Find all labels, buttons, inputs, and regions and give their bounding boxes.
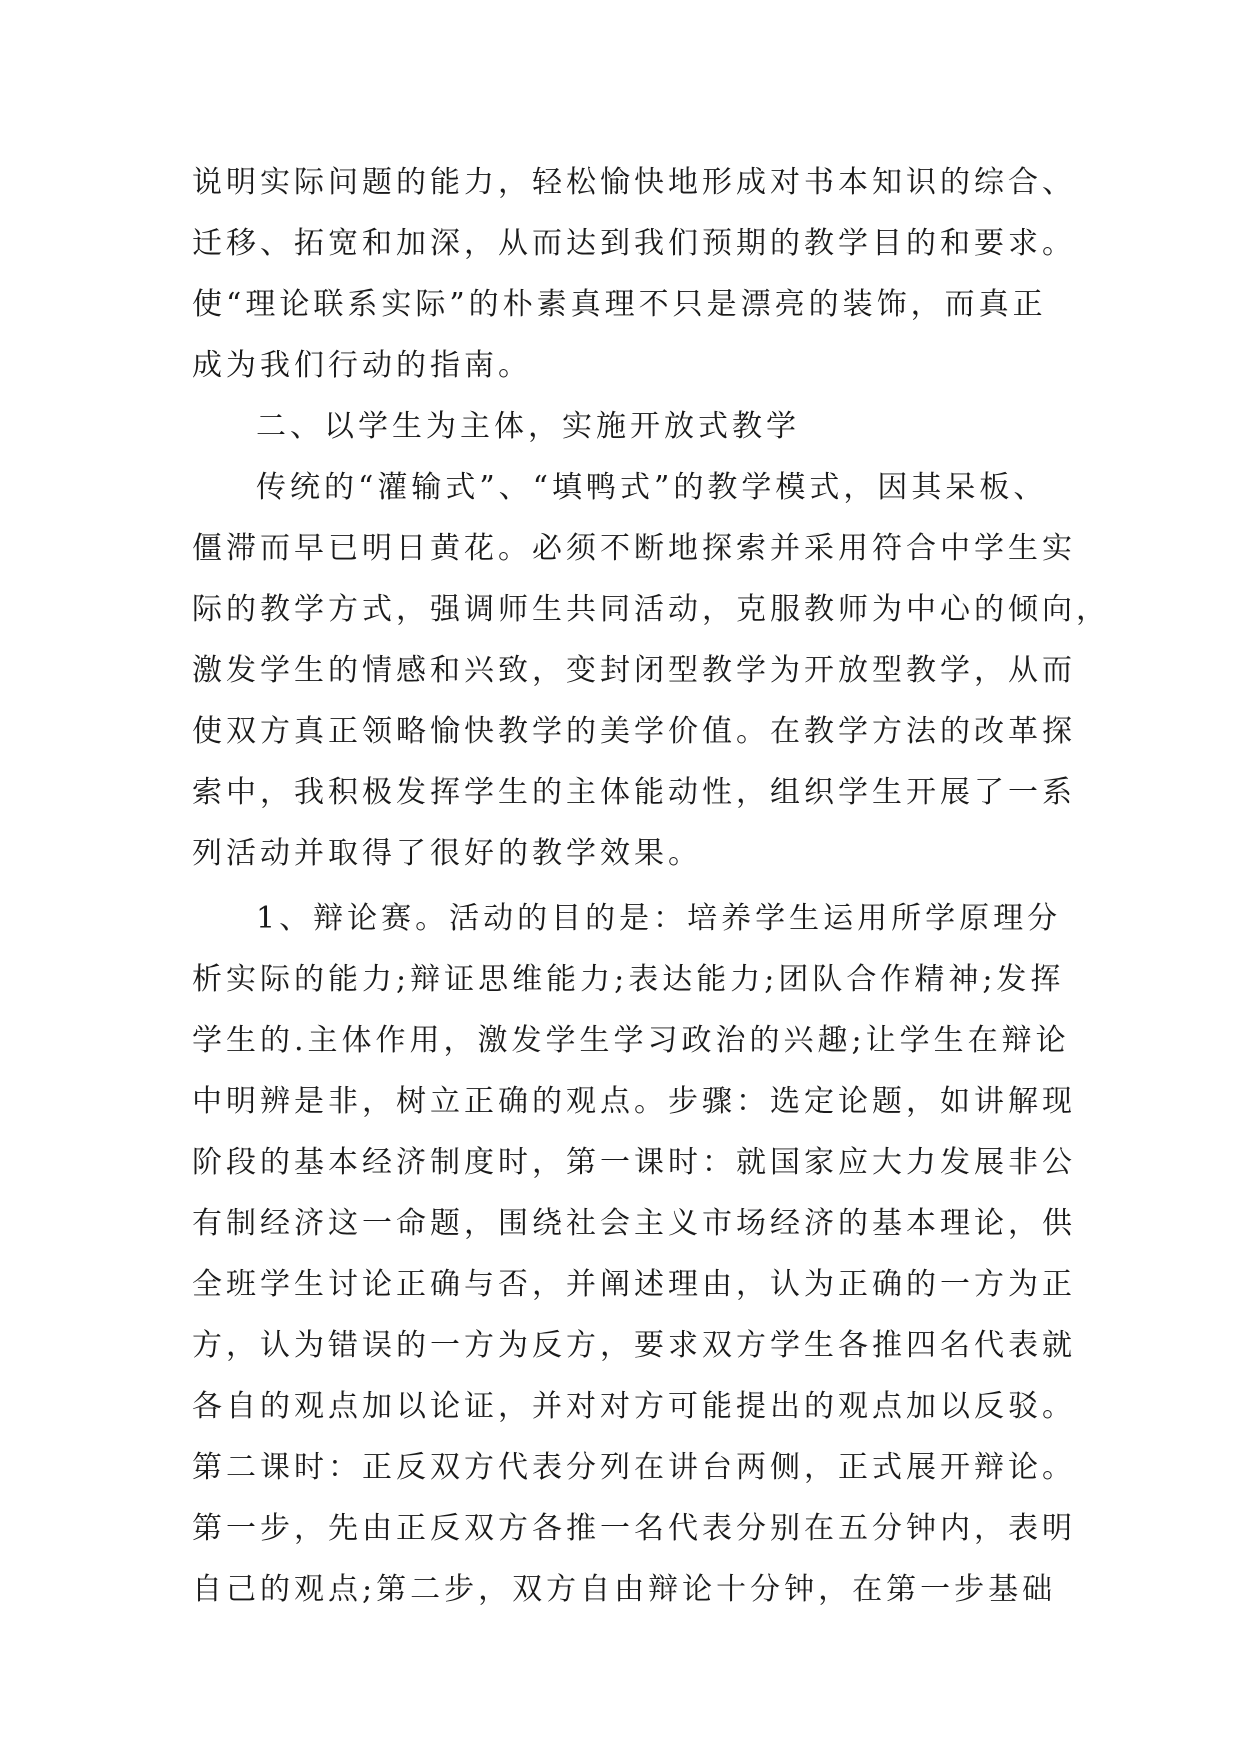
text-line: 索中，我积极发挥学生的主体能动性，组织学生开展了一系 <box>192 775 1076 810</box>
text-line: 说明实际问题的能力，轻松愉快地形成对书本知识的综合、 <box>192 165 1076 200</box>
text-line: 传统的“灌输式”、“填鸭式”的教学模式，因其呆板、 <box>256 470 1048 505</box>
document-body <box>192 152 1110 1620</box>
text-line: 自己的观点;第二步，双方自由辩论十分钟，在第一步基础 <box>192 1572 1057 1607</box>
text-line: 第一步，先由正反双方各推一名代表分别在五分钟内，表明 <box>192 1511 1076 1546</box>
text-line: 激发学生的情感和兴致，变封闭型教学为开放型教学，从而 <box>192 653 1076 688</box>
text-line: 迁移、拓宽和加深，从而达到我们预期的教学目的和要求。 <box>192 226 1076 261</box>
text-line: 学生的.主体作用，激发学生学习政治的兴趣;让学生在辩论 <box>192 1023 1070 1058</box>
text-line: 1、辩论赛。活动的目的是：培养学生运用所学原理分 <box>256 901 1062 936</box>
text-line: 僵滞而早已明日黄花。必须不断地探索并采用符合中学生实 <box>192 531 1076 566</box>
text-line: 际的教学方式，强调师生共同活动，克服教师为中心的倾向， <box>192 592 1110 627</box>
text-line: 有制经济这一命题，围绕社会主义市场经济的基本理论，供 <box>192 1206 1076 1241</box>
text-line: 使“理论联系实际”的朴素真理不只是漂亮的装饰，而真正 <box>192 287 1047 322</box>
text-line: 阶段的基本经济制度时，第一课时：就国家应大力发展非公 <box>192 1145 1076 1180</box>
text-line: 使双方真正领略愉快教学的美学价值。在教学方法的改革探 <box>192 714 1076 749</box>
text-line: 中明辨是非，树立正确的观点。步骤：选定论题，如讲解现 <box>192 1084 1076 1119</box>
text-line: 全班学生讨论正确与否，并阐述理由，认为正确的一方为正 <box>192 1267 1076 1302</box>
text-line: 析实际的能力;辩证思维能力;表达能力;团队合作精神;发挥 <box>192 962 1065 997</box>
text-line: 列活动并取得了很好的教学效果。 <box>192 836 702 871</box>
text-line: 成为我们行动的指南。 <box>192 348 532 383</box>
text-line: 第二课时：正反双方代表分列在讲台两侧，正式展开辩论。 <box>192 1450 1076 1485</box>
section-heading: 二、以学生为主体，实施开放式教学 <box>256 409 800 444</box>
text-line: 各自的观点加以论证，并对对方可能提出的观点加以反驳。 <box>192 1389 1076 1424</box>
text-line: 方，认为错误的一方为反方，要求双方学生各推四名代表就 <box>192 1328 1076 1363</box>
